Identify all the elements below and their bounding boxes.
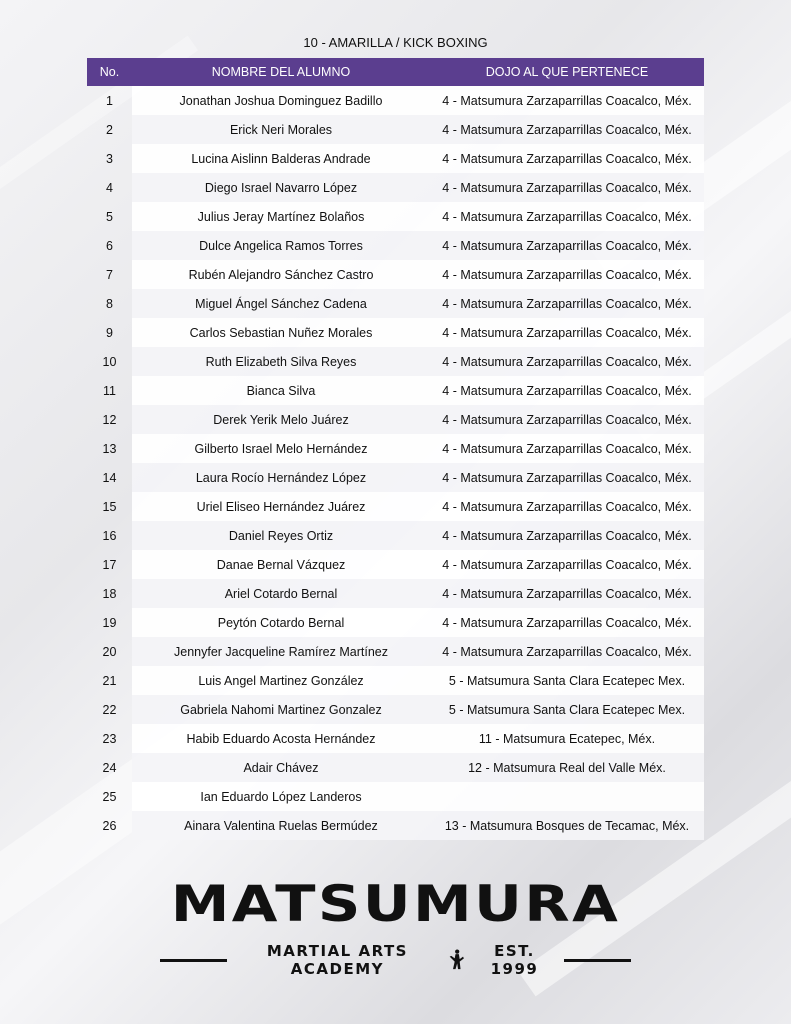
student-name: Peytón Cotardo Bernal [132, 608, 430, 637]
table-row [87, 637, 704, 666]
student-name: Daniel Reyes Ortiz [132, 521, 430, 550]
dojo-name: 13 - Matsumura Bosques de Tecamac, Méx. [430, 811, 704, 840]
row-number: 1 [106, 93, 113, 108]
row-number: 14 [102, 470, 117, 485]
dojo-name: 4 - Matsumura Zarzaparrillas Coacalco, Méx. [430, 144, 704, 173]
student-name: Jennyfer Jacqueline Ramírez Martínez [132, 637, 430, 666]
dojo-name: 4 - Matsumura Zarzaparrillas Coacalco, Méx. [430, 86, 704, 115]
table-row [87, 173, 704, 202]
student-name: Adair Chávez [132, 753, 430, 782]
row-number: 24 [102, 760, 117, 775]
table-row [87, 376, 704, 405]
row-number: 25 [102, 789, 117, 804]
student-name: Carlos Sebastian Nuñez Morales [132, 318, 430, 347]
row-number: 10 [102, 354, 117, 369]
table-row [87, 86, 704, 115]
header-dojo: DOJO AL QUE PERTENECE [430, 58, 704, 86]
student-name: Ariel Cotardo Bernal [132, 579, 430, 608]
table-row [87, 782, 704, 811]
row-number: 9 [106, 325, 113, 340]
row-number: 3 [106, 151, 113, 166]
table-body [87, 86, 704, 840]
student-name: Habib Eduardo Acosta Hernández [132, 724, 430, 753]
student-name: Gilberto Israel Melo Hernández [132, 434, 430, 463]
row-number: 16 [102, 528, 117, 543]
dojo-name: 4 - Matsumura Zarzaparrillas Coacalco, Méx. [430, 463, 704, 492]
dojo-name: 4 - Matsumura Zarzaparrillas Coacalco, Méx. [430, 115, 704, 144]
row-number: 19 [102, 615, 117, 630]
dojo-name: 4 - Matsumura Zarzaparrillas Coacalco, Méx. [430, 405, 704, 434]
student-name: Lucina Aislinn Balderas Andrade [132, 144, 430, 173]
logo-rule-left [160, 959, 227, 962]
table-row [87, 753, 704, 782]
logo-established-text: EST. 1999 [490, 942, 539, 978]
table-row [87, 347, 704, 376]
student-name: Luis Angel Martinez González [132, 666, 430, 695]
row-number: 13 [102, 441, 117, 456]
document-title: 10 - AMARILLA / KICK BOXING [303, 35, 488, 50]
student-name: Bianca Silva [132, 376, 430, 405]
table-row [87, 724, 704, 753]
row-number: 26 [102, 818, 117, 833]
student-name: Gabriela Nahomi Martinez Gonzalez [132, 695, 430, 724]
row-number: 8 [106, 296, 113, 311]
table-row [87, 405, 704, 434]
table-row [87, 463, 704, 492]
student-name: Derek Yerik Melo Juárez [132, 405, 430, 434]
dojo-name: 4 - Matsumura Zarzaparrillas Coacalco, Méx. [430, 608, 704, 637]
logo-rule-right [564, 959, 631, 962]
student-name: Ainara Valentina Ruelas Bermúdez [132, 811, 430, 840]
dojo-name: 11 - Matsumura Ecatepec, Méx. [430, 724, 704, 753]
student-name: Dulce Angelica Ramos Torres [132, 231, 430, 260]
student-name: Ruth Elizabeth Silva Reyes [132, 347, 430, 376]
dojo-name: 4 - Matsumura Zarzaparrillas Coacalco, Méx. [430, 492, 704, 521]
table-row [87, 608, 704, 637]
row-number: 22 [102, 702, 117, 717]
student-table [87, 58, 704, 840]
table-row [87, 231, 704, 260]
row-number: 2 [106, 122, 113, 137]
dojo-name: 5 - Matsumura Santa Clara Ecatepec Mex. [430, 695, 704, 724]
dojo-name: 4 - Matsumura Zarzaparrillas Coacalco, Méx. [430, 202, 704, 231]
table-row [87, 260, 704, 289]
student-name: Danae Bernal Vázquez [132, 550, 430, 579]
dojo-name: 4 - Matsumura Zarzaparrillas Coacalco, Méx. [430, 347, 704, 376]
row-number: 5 [106, 209, 113, 224]
row-number: 18 [102, 586, 117, 601]
table-row [87, 144, 704, 173]
student-name: Jonathan Joshua Dominguez Badillo [132, 86, 430, 115]
student-name: Laura Rocío Hernández López [132, 463, 430, 492]
table-row [87, 550, 704, 579]
header-student-name: NOMBRE DEL ALUMNO [132, 58, 430, 86]
row-number: 15 [102, 499, 117, 514]
student-name: Erick Neri Morales [132, 115, 430, 144]
row-number: 20 [102, 644, 117, 659]
table-row [87, 579, 704, 608]
fighter-icon [448, 947, 465, 973]
student-name: Ian Eduardo López Landeros [132, 782, 430, 811]
table-row [87, 115, 704, 144]
table-row [87, 289, 704, 318]
dojo-name: 5 - Matsumura Santa Clara Ecatepec Mex. [430, 666, 704, 695]
logo-wordmark: MATSUMURA [170, 875, 621, 933]
dojo-name: 4 - Matsumura Zarzaparrillas Coacalco, Méx. [430, 376, 704, 405]
student-name: Diego Israel Navarro López [132, 173, 430, 202]
row-number: 21 [102, 673, 117, 688]
dojo-name [430, 782, 704, 811]
student-name: Uriel Eliseo Hernández Juárez [132, 492, 430, 521]
student-name: Miguel Ángel Sánchez Cadena [132, 289, 430, 318]
dojo-name: 4 - Matsumura Zarzaparrillas Coacalco, Méx. [430, 318, 704, 347]
dojo-name: 4 - Matsumura Zarzaparrillas Coacalco, Méx. [430, 173, 704, 202]
dojo-name: 12 - Matsumura Real del Valle Méx. [430, 753, 704, 782]
table-row [87, 521, 704, 550]
dojo-name: 4 - Matsumura Zarzaparrillas Coacalco, Méx. [430, 550, 704, 579]
dojo-name: 4 - Matsumura Zarzaparrillas Coacalco, Méx. [430, 260, 704, 289]
dojo-name: 4 - Matsumura Zarzaparrillas Coacalco, Méx. [430, 231, 704, 260]
row-number: 4 [106, 180, 113, 195]
student-name: Julius Jeray Martínez Bolaños [132, 202, 430, 231]
logo-tagline [160, 942, 631, 978]
row-number: 12 [102, 412, 117, 427]
dojo-name: 4 - Matsumura Zarzaparrillas Coacalco, Méx. [430, 579, 704, 608]
dojo-name: 4 - Matsumura Zarzaparrillas Coacalco, Méx. [430, 637, 704, 666]
row-number: 6 [106, 238, 113, 253]
dojo-name: 4 - Matsumura Zarzaparrillas Coacalco, Méx. [430, 434, 704, 463]
student-name: Rubén Alejandro Sánchez Castro [132, 260, 430, 289]
row-number: 7 [106, 267, 113, 282]
matsumura-logo [160, 875, 631, 978]
table-row [87, 434, 704, 463]
table-header-row [87, 58, 704, 86]
row-number: 23 [102, 731, 117, 746]
header-number: No. [87, 58, 132, 86]
table-row [87, 811, 704, 840]
table-row [87, 695, 704, 724]
dojo-name: 4 - Matsumura Zarzaparrillas Coacalco, Méx. [430, 289, 704, 318]
dojo-name: 4 - Matsumura Zarzaparrillas Coacalco, Méx. [430, 521, 704, 550]
table-row [87, 666, 704, 695]
table-row [87, 318, 704, 347]
logo-academy-text: MARTIAL ARTS ACADEMY [266, 942, 408, 978]
table-row [87, 202, 704, 231]
table-row [87, 492, 704, 521]
row-number: 17 [102, 557, 117, 572]
row-number: 11 [103, 383, 116, 398]
